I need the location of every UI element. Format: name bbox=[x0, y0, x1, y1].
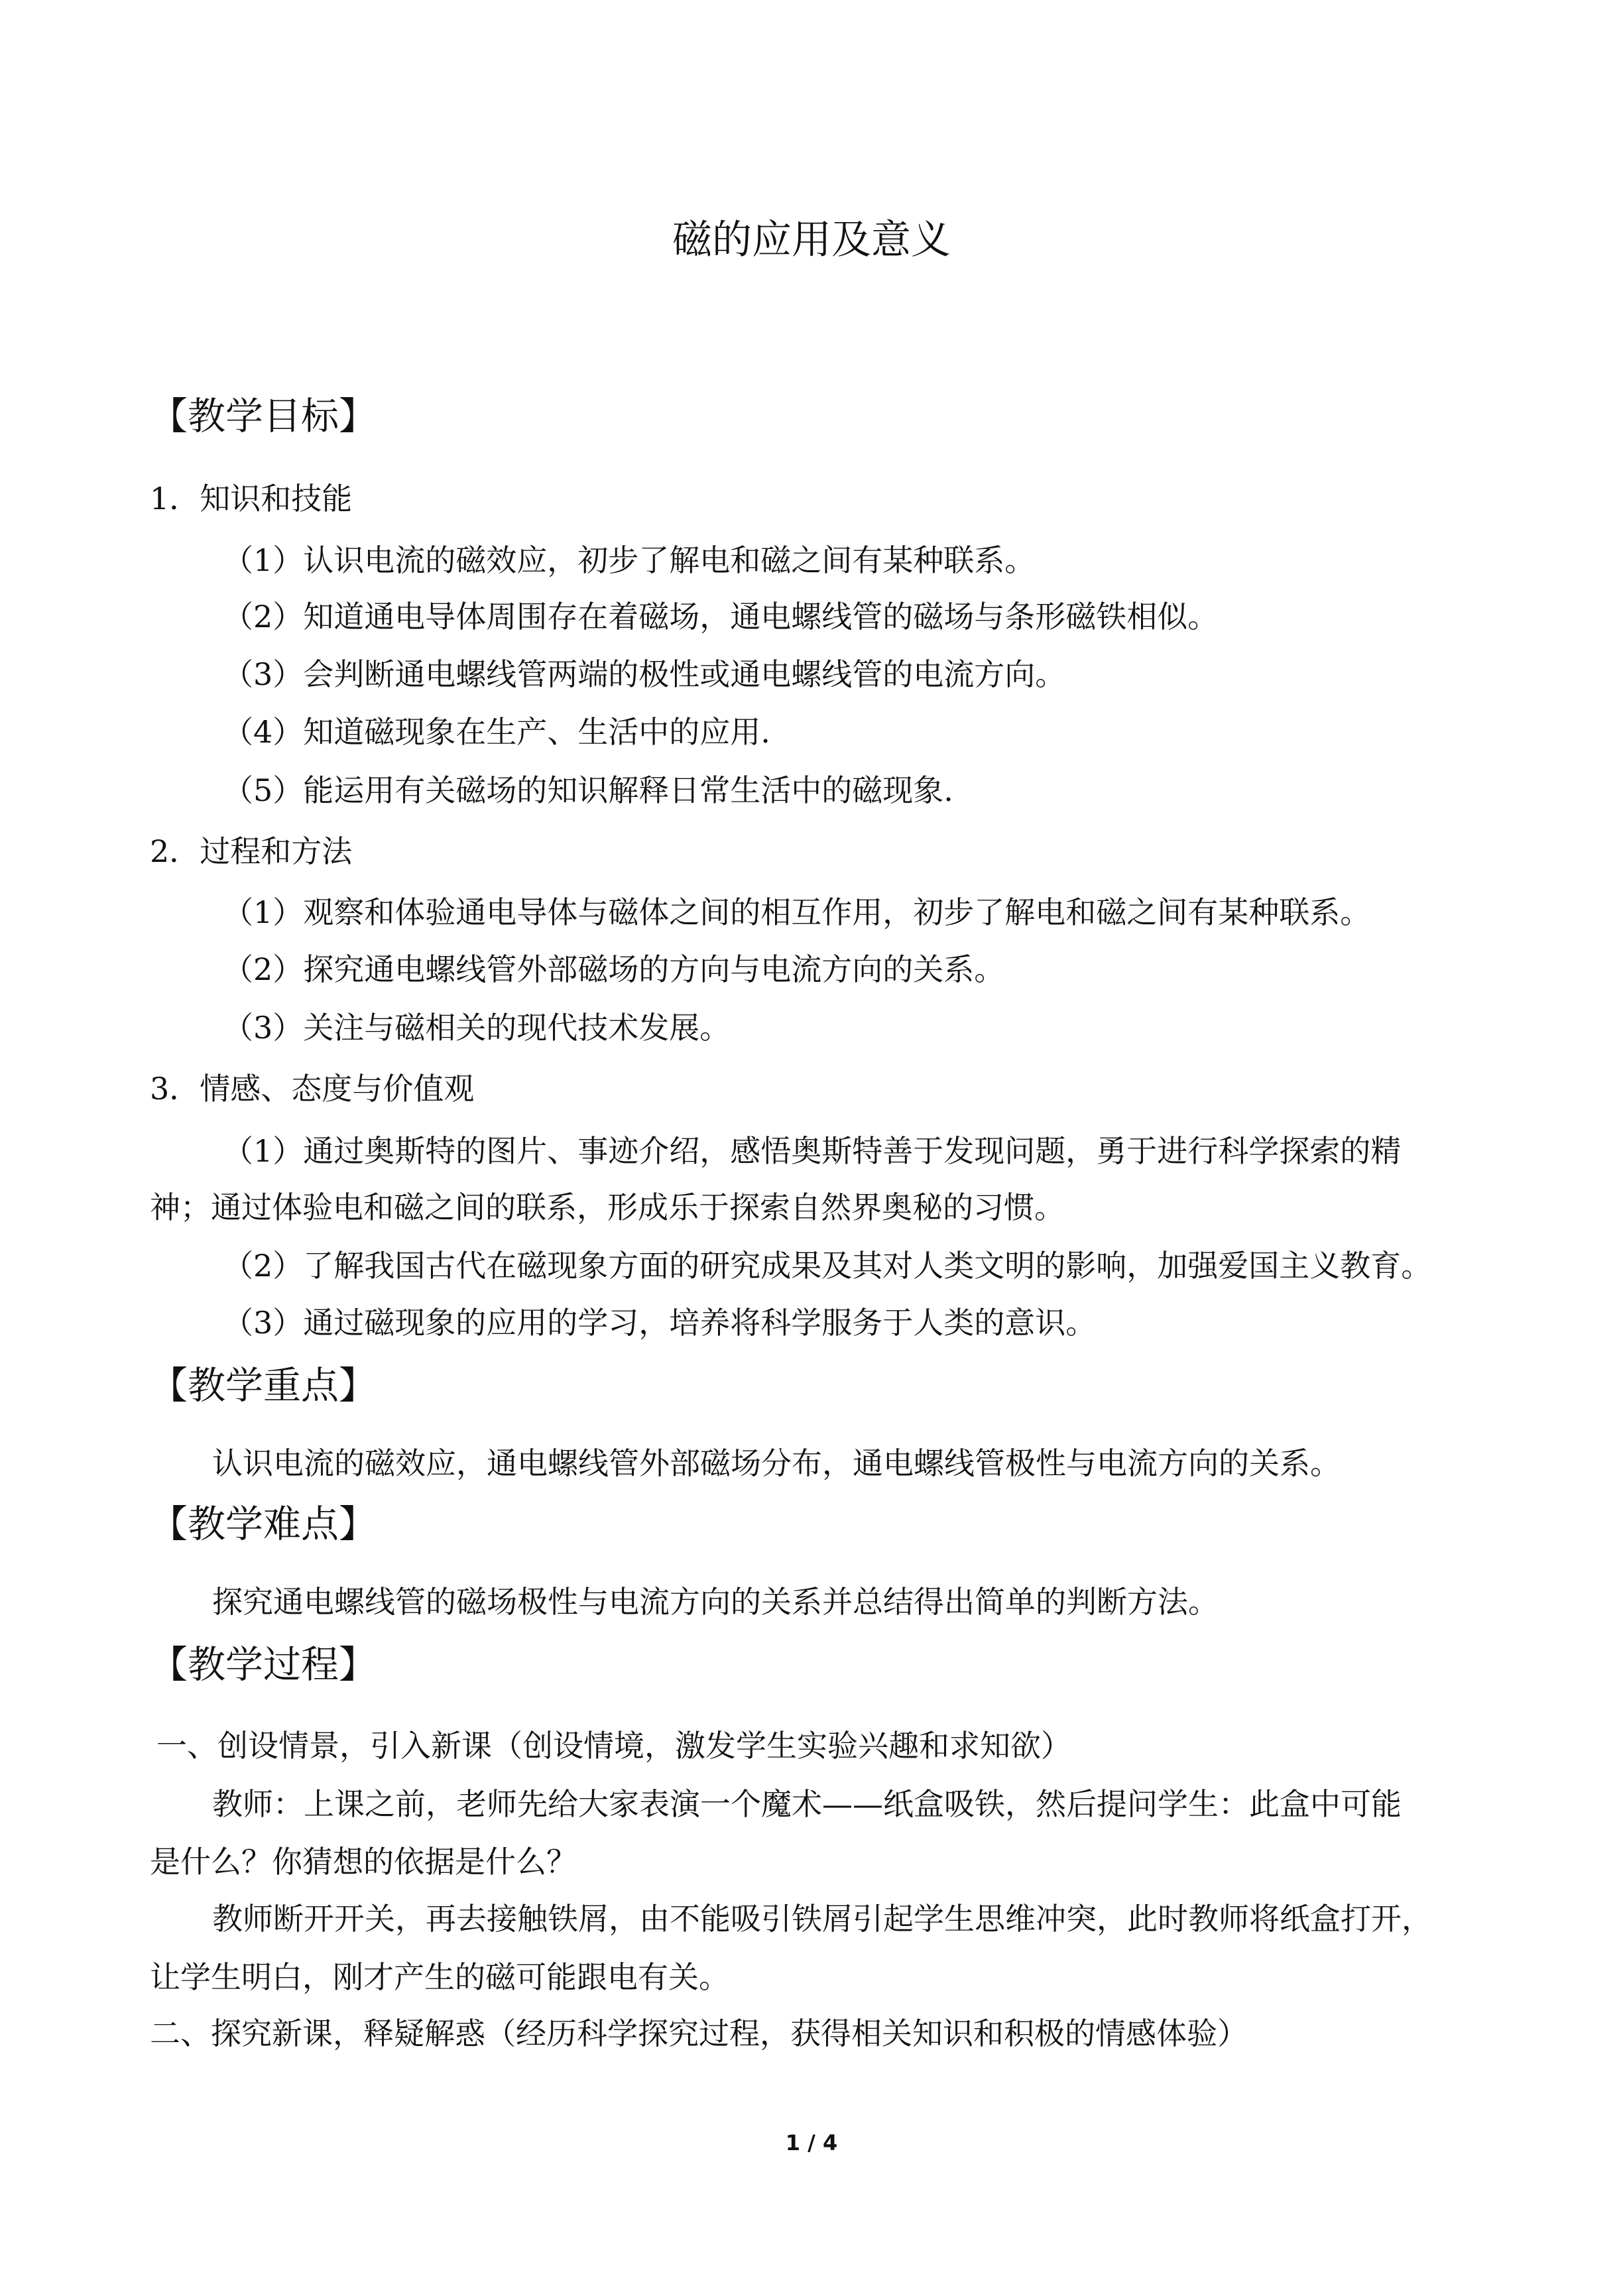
knowledge-item: （5）能运用有关磁场的知识解释日常生活中的磁现象. bbox=[223, 772, 953, 808]
difficulties-heading: 【教学难点】 bbox=[150, 1502, 377, 1546]
process-item: （1）观察和体验通电导体与磁体之间的相互作用，初步了解电和磁之间有某种联系。 bbox=[223, 894, 1371, 930]
knowledge-item: （4）知道磁现象在生产、生活中的应用. bbox=[223, 714, 770, 750]
paragraph-continuation: 是什么？你猜想的依据是什么？ bbox=[150, 1844, 577, 1880]
knowledge-item: （1）认识电流的磁效应，初步了解电和磁之间有某种联系。 bbox=[223, 542, 1036, 578]
document-title: 磁的应用及意义 bbox=[672, 217, 951, 263]
knowledge-item: （2）知道通电导体周围存在着磁场，通电螺线管的磁场与条形磁铁相似。 bbox=[223, 599, 1219, 634]
attitude-label: 3．情感、态度与价值观 bbox=[150, 1071, 475, 1107]
attitude-item: （2）了解我国古代在磁现象方面的研究成果及其对人类文明的影响，加强爱国主义教育。 bbox=[223, 1248, 1432, 1284]
attitude-item-continuation: 神；通过体验电和磁之间的联系，形成乐于探索自然界奥秘的习惯。 bbox=[150, 1189, 1065, 1225]
paragraph-line: 教师断开开关，再去接触铁屑，由不能吸引铁屑引起学生思维冲突，此时教师将纸盒打开， bbox=[212, 1901, 1432, 1937]
page-number: 1 / 4 bbox=[785, 2130, 838, 2155]
step-heading: 二、探究新课，释疑解惑（经历科学探究过程，获得相关知识和积极的情感体验） bbox=[150, 2016, 1248, 2051]
process-section-heading: 【教学过程】 bbox=[150, 1643, 377, 1687]
process-label: 2．过程和方法 bbox=[150, 833, 353, 869]
paragraph-continuation: 让学生明白，刚才产生的磁可能跟电有关。 bbox=[150, 1959, 729, 1995]
attitude-item: （1）通过奥斯特的图片、事迹介绍，感悟奥斯特善于发现问题，勇于进行科学探索的精 bbox=[223, 1133, 1402, 1169]
paragraph-line: 教师：上课之前，老师先给大家表演一个魔术——纸盒吸铁，然后提问学生：此盒中可能 bbox=[212, 1786, 1402, 1822]
key-points-heading: 【教学重点】 bbox=[150, 1364, 377, 1408]
objectives-heading: 【教学目标】 bbox=[150, 394, 377, 438]
process-item: （2）探究通电螺线管外部磁场的方向与电流方向的关系。 bbox=[223, 951, 1005, 987]
attitude-item: （3）通过磁现象的应用的学习，培养将科学服务于人类的意识。 bbox=[223, 1305, 1097, 1341]
difficulties-text: 探究通电螺线管的磁场极性与电流方向的关系并总结得出简单的判断方法。 bbox=[212, 1584, 1219, 1620]
process-item: （3）关注与磁相关的现代技术发展。 bbox=[223, 1010, 731, 1046]
knowledge-label: 1．知识和技能 bbox=[150, 481, 353, 516]
knowledge-item: （3）会判断通电螺线管两端的极性或通电螺线管的电流方向。 bbox=[223, 656, 1066, 692]
key-points-text: 认识电流的磁效应，通电螺线管外部磁场分布，通电螺线管极性与电流方向的关系。 bbox=[212, 1445, 1341, 1481]
step-heading: 一、创设情景，引入新课（创设情境，激发学生实验兴趣和求知欲） bbox=[156, 1728, 1071, 1764]
